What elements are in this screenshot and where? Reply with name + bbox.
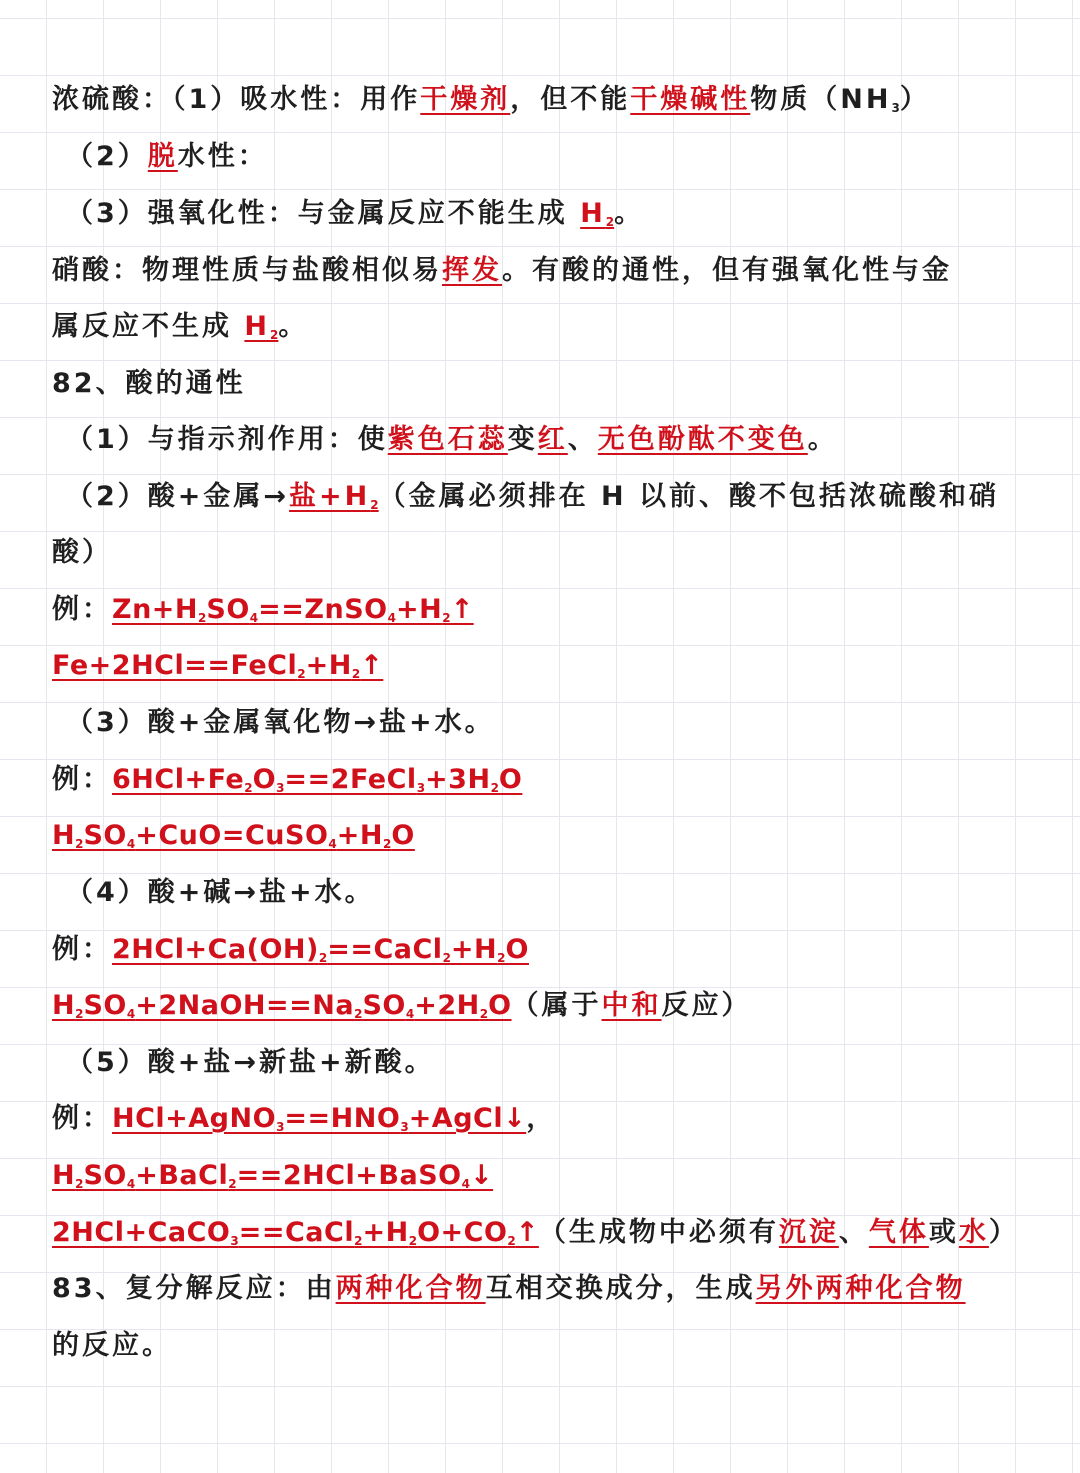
- keyword: $H_2$: [580, 198, 615, 229]
- section-83-line-2: 的反应。: [52, 1330, 172, 1361]
- keyword: 干燥碱性: [630, 84, 751, 115]
- keyword: 水: [958, 1217, 989, 1248]
- section-82-heading: 82、酸的通性: [52, 368, 246, 399]
- example-label: 例：: [52, 1103, 112, 1134]
- conc-sulfuric-label: 浓硫酸：: [52, 84, 172, 115]
- keyword: $H_2$: [244, 311, 279, 342]
- chemical-equation: $H_2SO_4+BaCl_2==2HCl+BaSO_4↓$: [52, 1160, 494, 1191]
- keyword: 另外两种化合物: [755, 1273, 966, 1304]
- rule-1-indicator: （1）与指示剂作用：使紫色石蕊变红、无色酚酞不变色。: [66, 424, 838, 455]
- chemical-equation: $6HCl+Fe_2O_3==2FeCl_3+3H_2O$: [112, 764, 523, 795]
- rule-3-example-1: [52, 760, 1032, 800]
- chemical-equation: $Fe+2HCl==FeCl_2+H_2↑$: [52, 650, 384, 681]
- rule-2-acid-metal: （2）酸+金属→盐$+H_2$（金属必须排在 H 以前、酸不包括浓硫酸和硝: [66, 481, 1000, 512]
- conc-sulfuric-line-1: 浓硫酸：（1）吸水性：用作干燥剂，但不能干燥碱性物质$(NH_3)$: [52, 84, 930, 115]
- example-label: 例：: [52, 764, 112, 795]
- rule-3-acid-metal-oxide: （3）酸+金属氧化物→盐+水。: [66, 707, 495, 738]
- rule-3-example-2: [52, 816, 1032, 856]
- keyword: 盐$+H_2$: [289, 481, 379, 512]
- conc-sulfuric-line-2: （2）脱水性：: [66, 141, 268, 172]
- rule-4-acid-base: （4）酸+碱→盐+水。: [66, 877, 375, 908]
- chemical-equation: $HCl+AgNO_3==HNO_3+AgCl↓$: [112, 1103, 527, 1134]
- keyword: 无色酚酞不变色: [597, 424, 808, 455]
- keyword: 干燥剂: [420, 84, 511, 115]
- keyword: 脱: [147, 141, 178, 172]
- keyword: 两种化合物: [335, 1273, 486, 1304]
- rule-2-example-1: [52, 590, 1032, 630]
- section-83-line-1: 83、复分解反应：由两种化合物互相交换成分，生成另外两种化合物: [52, 1273, 966, 1304]
- keyword: 气体: [868, 1217, 929, 1248]
- rule-5-example-3: $2HCl+CaCO_3==CaCl_2+H_2O+CO_2↑$（生成物中必须有沉淀、气体或水）: [52, 1217, 1019, 1248]
- rule-2-continuation: 酸）: [52, 537, 112, 568]
- conc-sulfuric-line-3: （3）强氧化性：与金属反应不能生成 $H_2$。: [66, 198, 645, 229]
- keyword: 沉淀: [778, 1217, 839, 1248]
- rule-5-acid-salt: （5）酸+盐→新盐+新酸。: [66, 1047, 435, 1078]
- chemical-equation: $H_2SO_4+CuO=CuSO_4+H_2O$: [52, 820, 415, 851]
- rule-5-example-2: [52, 1156, 1032, 1196]
- chemical-equation: $2HCl+Ca(OH)_2==CaCl_2+H_2O$: [112, 934, 529, 965]
- chemical-equation: $H_2SO_4+2NaOH==Na_2SO_4+2H_2O$: [52, 990, 512, 1021]
- rule-5-example-1: 例：$HCl+AgNO_3==HNO_3+AgCl↓$，: [52, 1103, 557, 1134]
- nitric-acid-line-1: 硝酸：物理性质与盐酸相似易挥发。有酸的通性，但有强氧化性与金: [52, 255, 952, 286]
- example-label: 例：: [52, 934, 112, 965]
- keyword: 红: [537, 424, 568, 455]
- rule-4-example-1: [52, 930, 1032, 970]
- rule-2-example-2: [52, 646, 1032, 686]
- rule-4-example-2: $H_2SO_4+2NaOH==Na_2SO_4+2H_2O$（属于中和反应）: [52, 990, 752, 1021]
- example-label: 例：: [52, 594, 112, 625]
- keyword: 挥发: [442, 255, 502, 286]
- nitric-acid-line-2: 属反应不生成 $H_2$。: [52, 311, 309, 342]
- keyword: 紫色石蕊: [387, 424, 508, 455]
- chemical-equation: $Zn+H_2SO_4==ZnSO_4+H_2↑$: [112, 594, 474, 625]
- keyword: 中和: [601, 990, 662, 1021]
- chemical-equation: $2HCl+CaCO_3==CaCl_2+H_2O+CO_2↑$: [52, 1217, 539, 1248]
